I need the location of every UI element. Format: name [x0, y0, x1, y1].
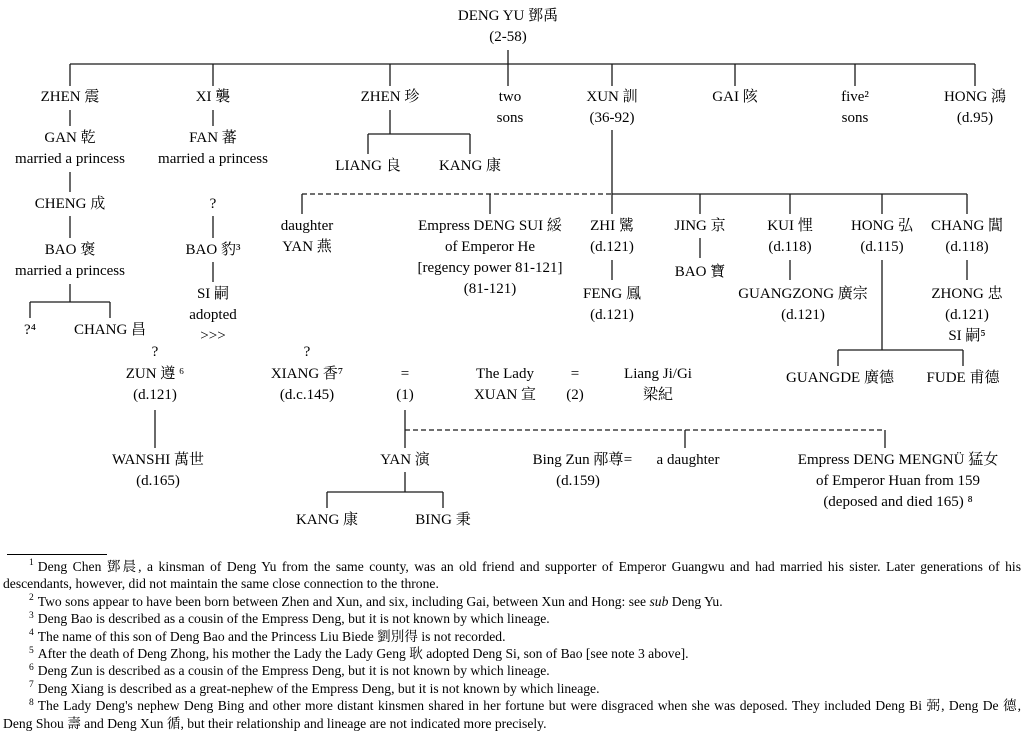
node-zhi: ZHI 騭 (d.121)	[590, 218, 634, 255]
node-lady-xuan: The Lady XUAN 宣	[473, 366, 537, 403]
connector-yan-children	[327, 472, 443, 508]
node-bao-bou: BAO 褒 married a princess	[15, 242, 125, 279]
footnote-6: $^6$ Deng Zun is described as a cousin of the Empress Deng, but it is not known by which lineage.	[29, 662, 550, 679]
node-chang-2: CHANG 閶 (d.118)	[930, 218, 1004, 255]
node-deng-yu: DENG YU 鄧禹 (2-58)	[457, 8, 559, 45]
node-bao-leopard: BAO 豹³	[185, 242, 241, 258]
node-guangde: GUANGDE 廣德	[786, 370, 894, 386]
node-a-daughter: a daughter	[656, 452, 720, 468]
node-two-sons: two sons	[496, 89, 524, 126]
node-hong-2: HONG 弘 (d.115)	[850, 218, 914, 255]
footnote-divider	[7, 554, 107, 555]
node-unknown-parent-xiang: ?	[303, 344, 311, 360]
footnotes-section	[3, 554, 1021, 732]
footnote-1: $^1$ Deng Chen 鄧晨, a kinsman of Deng Yu from the same county, was an old friend and supporter of Emperor Guangwu and had married his sister. Later generations of his descendants, however, did not maintain the same close connection to the throne.	[3, 558, 1021, 592]
footnote-5: $^5$ After the death of Deng Zhong, his mother the Lady the Lady Geng 耿 adopted Deng Si, son of Bao [see note 3 above].	[29, 645, 689, 662]
node-kang-1: KANG 康	[438, 158, 502, 174]
node-cheng: CHENG 成	[34, 196, 106, 212]
footnote-8: $^8$ The Lady Deng's nephew Deng Bing and other more distant kinsmen shared in her fortune but were disgraced when she was deposed. They included Deng Bi 弼, Deng De 德, Deng Shou 壽 and Deng Xun 循, but their relationship and lineage are not indicated more precisely.	[3, 697, 1021, 731]
node-marriage-1: = (1)	[396, 366, 414, 403]
node-kui: KUI 悝 (d.118)	[767, 218, 813, 255]
node-xiang: XIANG 香⁷ (d.c.145)	[270, 366, 344, 403]
node-unknown-parent-zun: ?	[151, 344, 159, 360]
node-chang-1: CHANG 昌	[73, 322, 147, 338]
node-fan: FAN 蕃 married a princess	[158, 130, 268, 167]
node-zun: ZUN 遵 ⁶ (d.121)	[125, 366, 185, 403]
node-jing: JING 京	[674, 218, 726, 234]
node-empress-deng-mengnu: Empress DENG MENGNÜ 猛女 of Emperor Huan from 159 (deposed and died 165) ⁸	[797, 452, 999, 510]
node-empress-deng-sui: Empress DENG SUI 綏 of Emperor He [regency power 81-121] (81-121)	[417, 218, 563, 297]
connector-zhen2-branch	[368, 110, 470, 154]
node-zhong: ZHONG 忠 (d.121) SI 嗣⁵	[931, 286, 1003, 344]
node-zhen-2: ZHEN 珍	[360, 89, 420, 105]
node-liang-ji: Liang Ji/Gi 梁紀	[624, 366, 692, 403]
node-gai: GAI 陔	[712, 89, 758, 105]
node-five-sons: five² sons	[841, 89, 869, 126]
node-bao-treasure: BAO 寶	[674, 264, 726, 280]
node-xi: XI 襲	[195, 89, 231, 105]
connector-root	[70, 50, 975, 86]
node-unknown-son: ?⁴	[24, 322, 36, 338]
node-kang-2: KANG 康	[295, 512, 359, 528]
node-unknown-parent-bao: ?	[209, 196, 217, 212]
footnote-3: $^3$ Deng Bao is described as a cousin of the Empress Deng, but it is not known by which lineage.	[29, 610, 550, 627]
node-feng: FENG 鳳 (d.121)	[583, 286, 641, 323]
node-bing: BING 秉	[415, 512, 471, 528]
node-bing-zun: Bing Zun 邴尊 (d.159)	[532, 452, 624, 489]
node-liang: LIANG 良	[335, 158, 401, 174]
connector-marriage-drops	[405, 410, 885, 448]
node-fude: FUDE 甫德	[926, 370, 1000, 386]
node-zhen-1: ZHEN 震	[40, 89, 100, 105]
node-marriage-3: =	[623, 452, 633, 468]
node-xun: XUN 訓 (36-92)	[586, 89, 638, 126]
node-daughter-yan: daughter YAN 燕	[280, 218, 334, 255]
footnote-2: $^2$ Two sons appear to have been born between Zhen and Xun, and six, including Gai, between Xun and Hong: see sub Deng Yu.	[29, 593, 723, 609]
node-marriage-2: = (2)	[566, 366, 584, 403]
node-si-adopted: SI 嗣 adopted >>>	[189, 286, 237, 344]
node-gan: GAN 乾 married a princess	[15, 130, 125, 167]
node-hong-1: HONG 鴻 (d.95)	[943, 89, 1007, 126]
footnote-4: $^4$ The name of this son of Deng Bao and the Princess Liu Biede 劉別得 is not recorded.	[29, 628, 506, 644]
connector-gen3-solid	[302, 194, 967, 214]
node-guangzong: GUANGZONG 廣宗 (d.121)	[738, 286, 868, 323]
node-wanshi: WANSHI 萬世 (d.165)	[111, 452, 205, 489]
footnote-7: $^7$ Deng Xiang is described as a great-nephew of the Empress Deng, but it is not known by which lineage.	[29, 680, 600, 696]
node-yan-2: YAN 演	[380, 452, 430, 468]
